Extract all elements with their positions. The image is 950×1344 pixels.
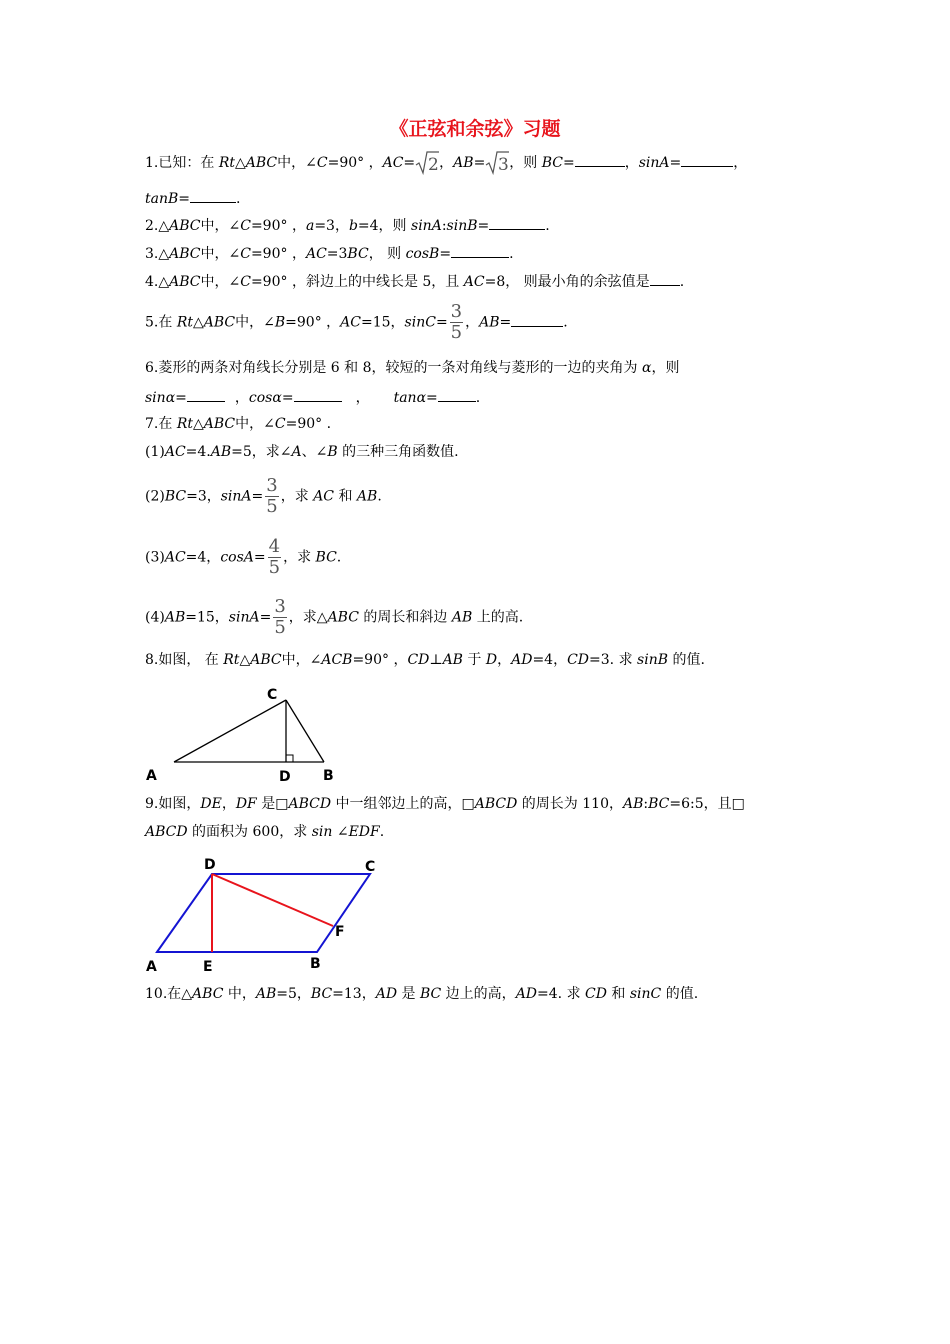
label-e: E (203, 959, 213, 975)
question-10: 10.在△ABC 中，AB=5，BC=13，AD 是 BC 边上的高，AD=4. 求 CD 和 sinC 的值. (145, 986, 699, 1002)
side-ac (174, 700, 286, 762)
answer-blank (575, 152, 625, 167)
fraction-4-5: $\frac{4}{5}$ (268, 536, 281, 578)
question-9: 9.如图，DE，DF 是□ABCD 中一组邻边上的高，□ABCD 的周长为 110，AB:BC=6:5，且□ (145, 796, 745, 812)
label-d: D (204, 857, 216, 873)
sqrt-2 (415, 150, 439, 176)
question-7: 7.在 Rt△ABC中，∠C=90° . (145, 416, 332, 432)
fraction-3-5: $\frac{3}{5}$ (266, 475, 278, 517)
parallelogram-abcd (157, 874, 370, 952)
page-title: 《正弦和余弦》习题 (389, 118, 561, 140)
question-3: 3.△ABC中，∠C=90° ，AC=3BC， 则 cosB= . (145, 243, 514, 264)
question-1: 1.已知：在 Rt△ABC中，∠C=90° ，AC= 2 ，AB= 3 ，则 BC= ，sinA= ， (145, 150, 747, 176)
answer-blank (187, 387, 225, 402)
label-b: B (323, 768, 334, 784)
sqrt-3 (485, 150, 509, 176)
radical-sign-icon (415, 150, 439, 176)
question-2: 2.△ABC中，∠C=90° ，a=3，b=4，则 sinA:sinB= . (145, 215, 550, 236)
label-a: A (146, 768, 157, 784)
question-7-1: (1)AC=4.AB=5，求∠A、∠B 的三种三角函数值. (145, 444, 459, 460)
label-c: C (365, 859, 376, 875)
question-4: 4.△ABC中，∠C=90° ，斜边上的中线长是 5，且 AC=8， 则最小角的余弦值是 . (145, 271, 684, 292)
answer-blank (294, 387, 342, 402)
sqrt-2-radicand: 2 (428, 155, 439, 175)
parallelogram-figure (140, 850, 390, 978)
answer-blank (681, 152, 733, 167)
label-d: D (279, 769, 291, 785)
question-5: 5.在 Rt△ABC中，∠B=90° ，AC=15，sinC= $\frac{3}{5}$ ，AB= . (145, 301, 568, 343)
answer-blank (650, 271, 680, 286)
answer-blank (451, 243, 509, 258)
question-7-4: (4)AB=15，sinA= $\frac{3}{5}$ ，求△ABC 的周长和斜边 AB 上的高. (145, 596, 524, 638)
label-c: C (267, 687, 278, 703)
radical-sign-icon (485, 150, 509, 176)
question-9-cont: ABCD 的面积为 600，求 sin ∠EDF. (145, 824, 385, 840)
answer-blank (438, 387, 476, 402)
question-1-cont: tanB= . (145, 188, 240, 209)
answer-blank (190, 188, 236, 203)
label-a: A (146, 959, 157, 975)
question-8: 8.如图， 在 Rt△ABC中，∠ACB=90° ，CD⊥AB 于 D，AD=4，CD=3. 求 sinB 的值. (145, 652, 705, 668)
answer-blank (489, 215, 545, 230)
label-f: F (335, 924, 345, 940)
question-7-2: (2)BC=3，sinA= $\frac{3}{5}$ ，求 AC 和 AB. (145, 475, 382, 517)
fraction-3-5: $\frac{3}{5}$ (274, 596, 286, 638)
triangle-figure (140, 680, 350, 786)
question-7-3: (3)AC=4，cosA= $\frac{4}{5}$ ，求 BC. (145, 536, 342, 578)
side-cb (286, 700, 324, 762)
fraction-3-5: $\frac{3}{5}$ (450, 301, 463, 343)
height-df (212, 874, 333, 926)
right-angle-mark (286, 755, 293, 762)
answer-blank (511, 312, 563, 327)
label-b: B (310, 956, 321, 972)
question-6: 6.菱形的两条对角线长分别是 6 和 8，较短的一条对角线与菱形的一边的夹角为 α，则 (145, 360, 680, 376)
question-6-cont: sinα= ，cosα= ， tanα= . (145, 387, 480, 408)
sqrt-3-radicand: 3 (498, 155, 510, 175)
